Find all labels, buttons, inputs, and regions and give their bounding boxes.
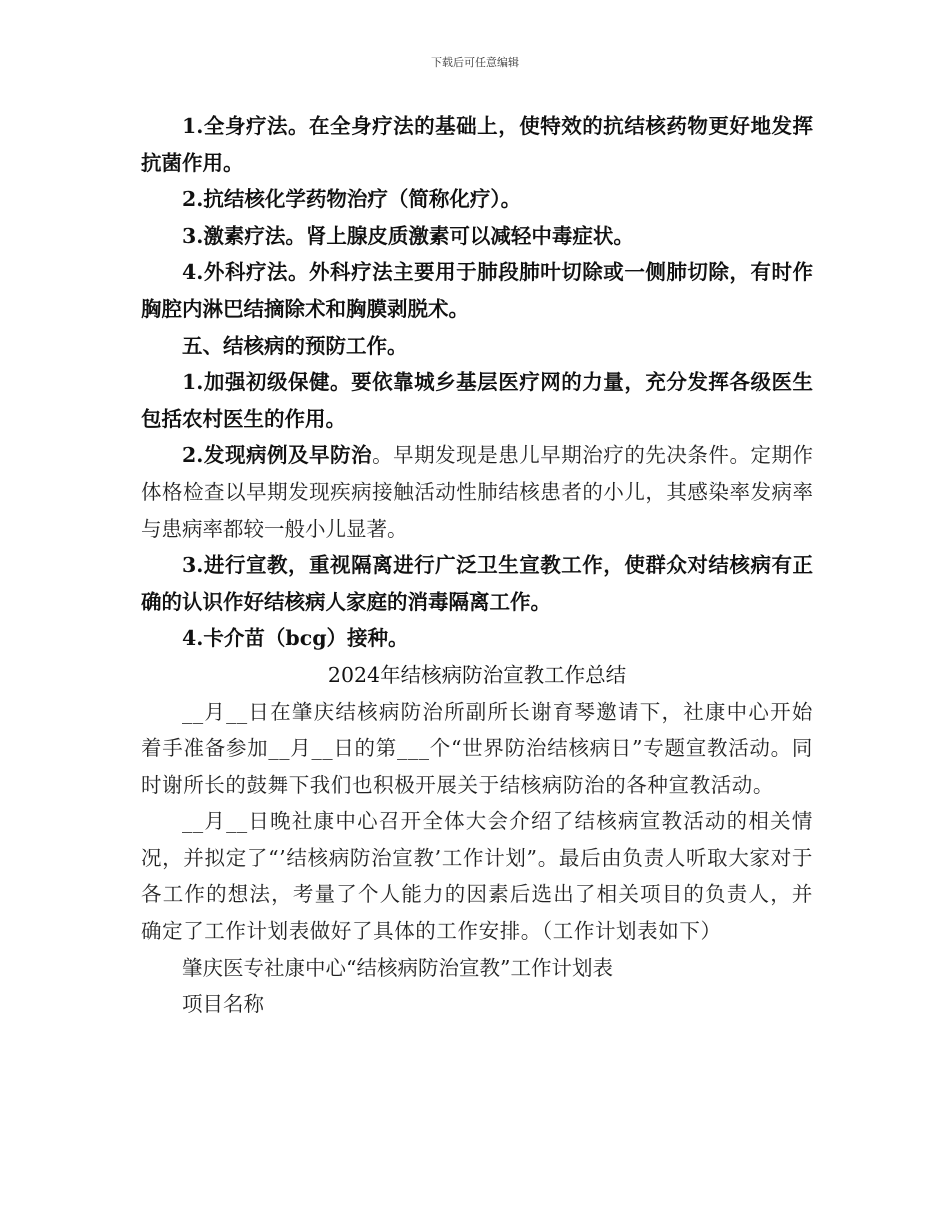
prevention-item-2-lead: 2.发现病例及早防治: [182, 443, 373, 468]
treatment-item-3: 3.激素疗法。肾上腺皮质激素可以减轻中毒症状。: [182, 223, 634, 248]
prevention-item-3: 3.进行宣教，重视隔离进行广泛卫生宣教工作，使群众对结核病有正确的认识作好结核病人家庭的消毒隔离工作。: [141, 553, 813, 614]
treatment-item-4: 4.外科疗法。外科疗法主要用于肺段肺叶切除或一侧肺切除，有时作胸腔内淋巴结摘除术和胸膜剥脱术。: [141, 260, 813, 321]
prevention-item-2-body: 。早期发现是患儿早期治疗的先决条件。定期作体格检查以早期发现疾病接触活动性肺结核患者的小儿，其感染率发病率与患病率都较一般小儿显著。: [141, 443, 814, 541]
summary-paragraph-1: __月__日在肇庆结核病防治所副所长谢育琴邀请下，社康中心开始着手准备参加__月__日的第___个“世界防治结核病日”专题宣教活动。同时谢所长的鼓舞下我们也积极开展关于结核病防治的各种宣教活动。: [141, 699, 813, 797]
document-body: [141, 108, 813, 1023]
prevention-item-2: [141, 437, 813, 547]
summary-title: 2024年结核病防治宣教工作总结: [327, 662, 627, 687]
page-header-note: 下载后可任意编辑: [431, 56, 519, 69]
treatment-item-2: 2.抗结核化学药物治疗（简称化疗）。: [182, 187, 522, 212]
prevention-item-4: 4.卡介苗（bcg）接种。: [182, 626, 409, 651]
treatment-item-1: 1.全身疗法。在全身疗法的基础上，使特效的抗结核药物更好地发挥抗菌作用。: [141, 114, 813, 175]
plan-table-header-project-name: 项目名称: [182, 992, 264, 1017]
plan-table-title: 肇庆医专社康中心“结核病防治宣教”工作计划表: [182, 955, 613, 980]
prevention-heading: 五、结核病的预防工作。: [182, 333, 408, 358]
prevention-item-1: 1.加强初级保健。要依靠城乡基层医疗网的力量，充分发挥各级医生包括农村医生的作用。: [141, 370, 813, 431]
summary-paragraph-2: __月__日晚社康中心召开全体大会介绍了结核病宣教活动的相关情况，并拟定了“’结核病防治宣教’工作计划”。最后由负责人听取大家对于各工作的想法，考量了个人能力的因素后选出了相关项目的负责人，并确定了工作计划表做好了具体的工作安排。（工作计划表如下）: [141, 809, 813, 944]
